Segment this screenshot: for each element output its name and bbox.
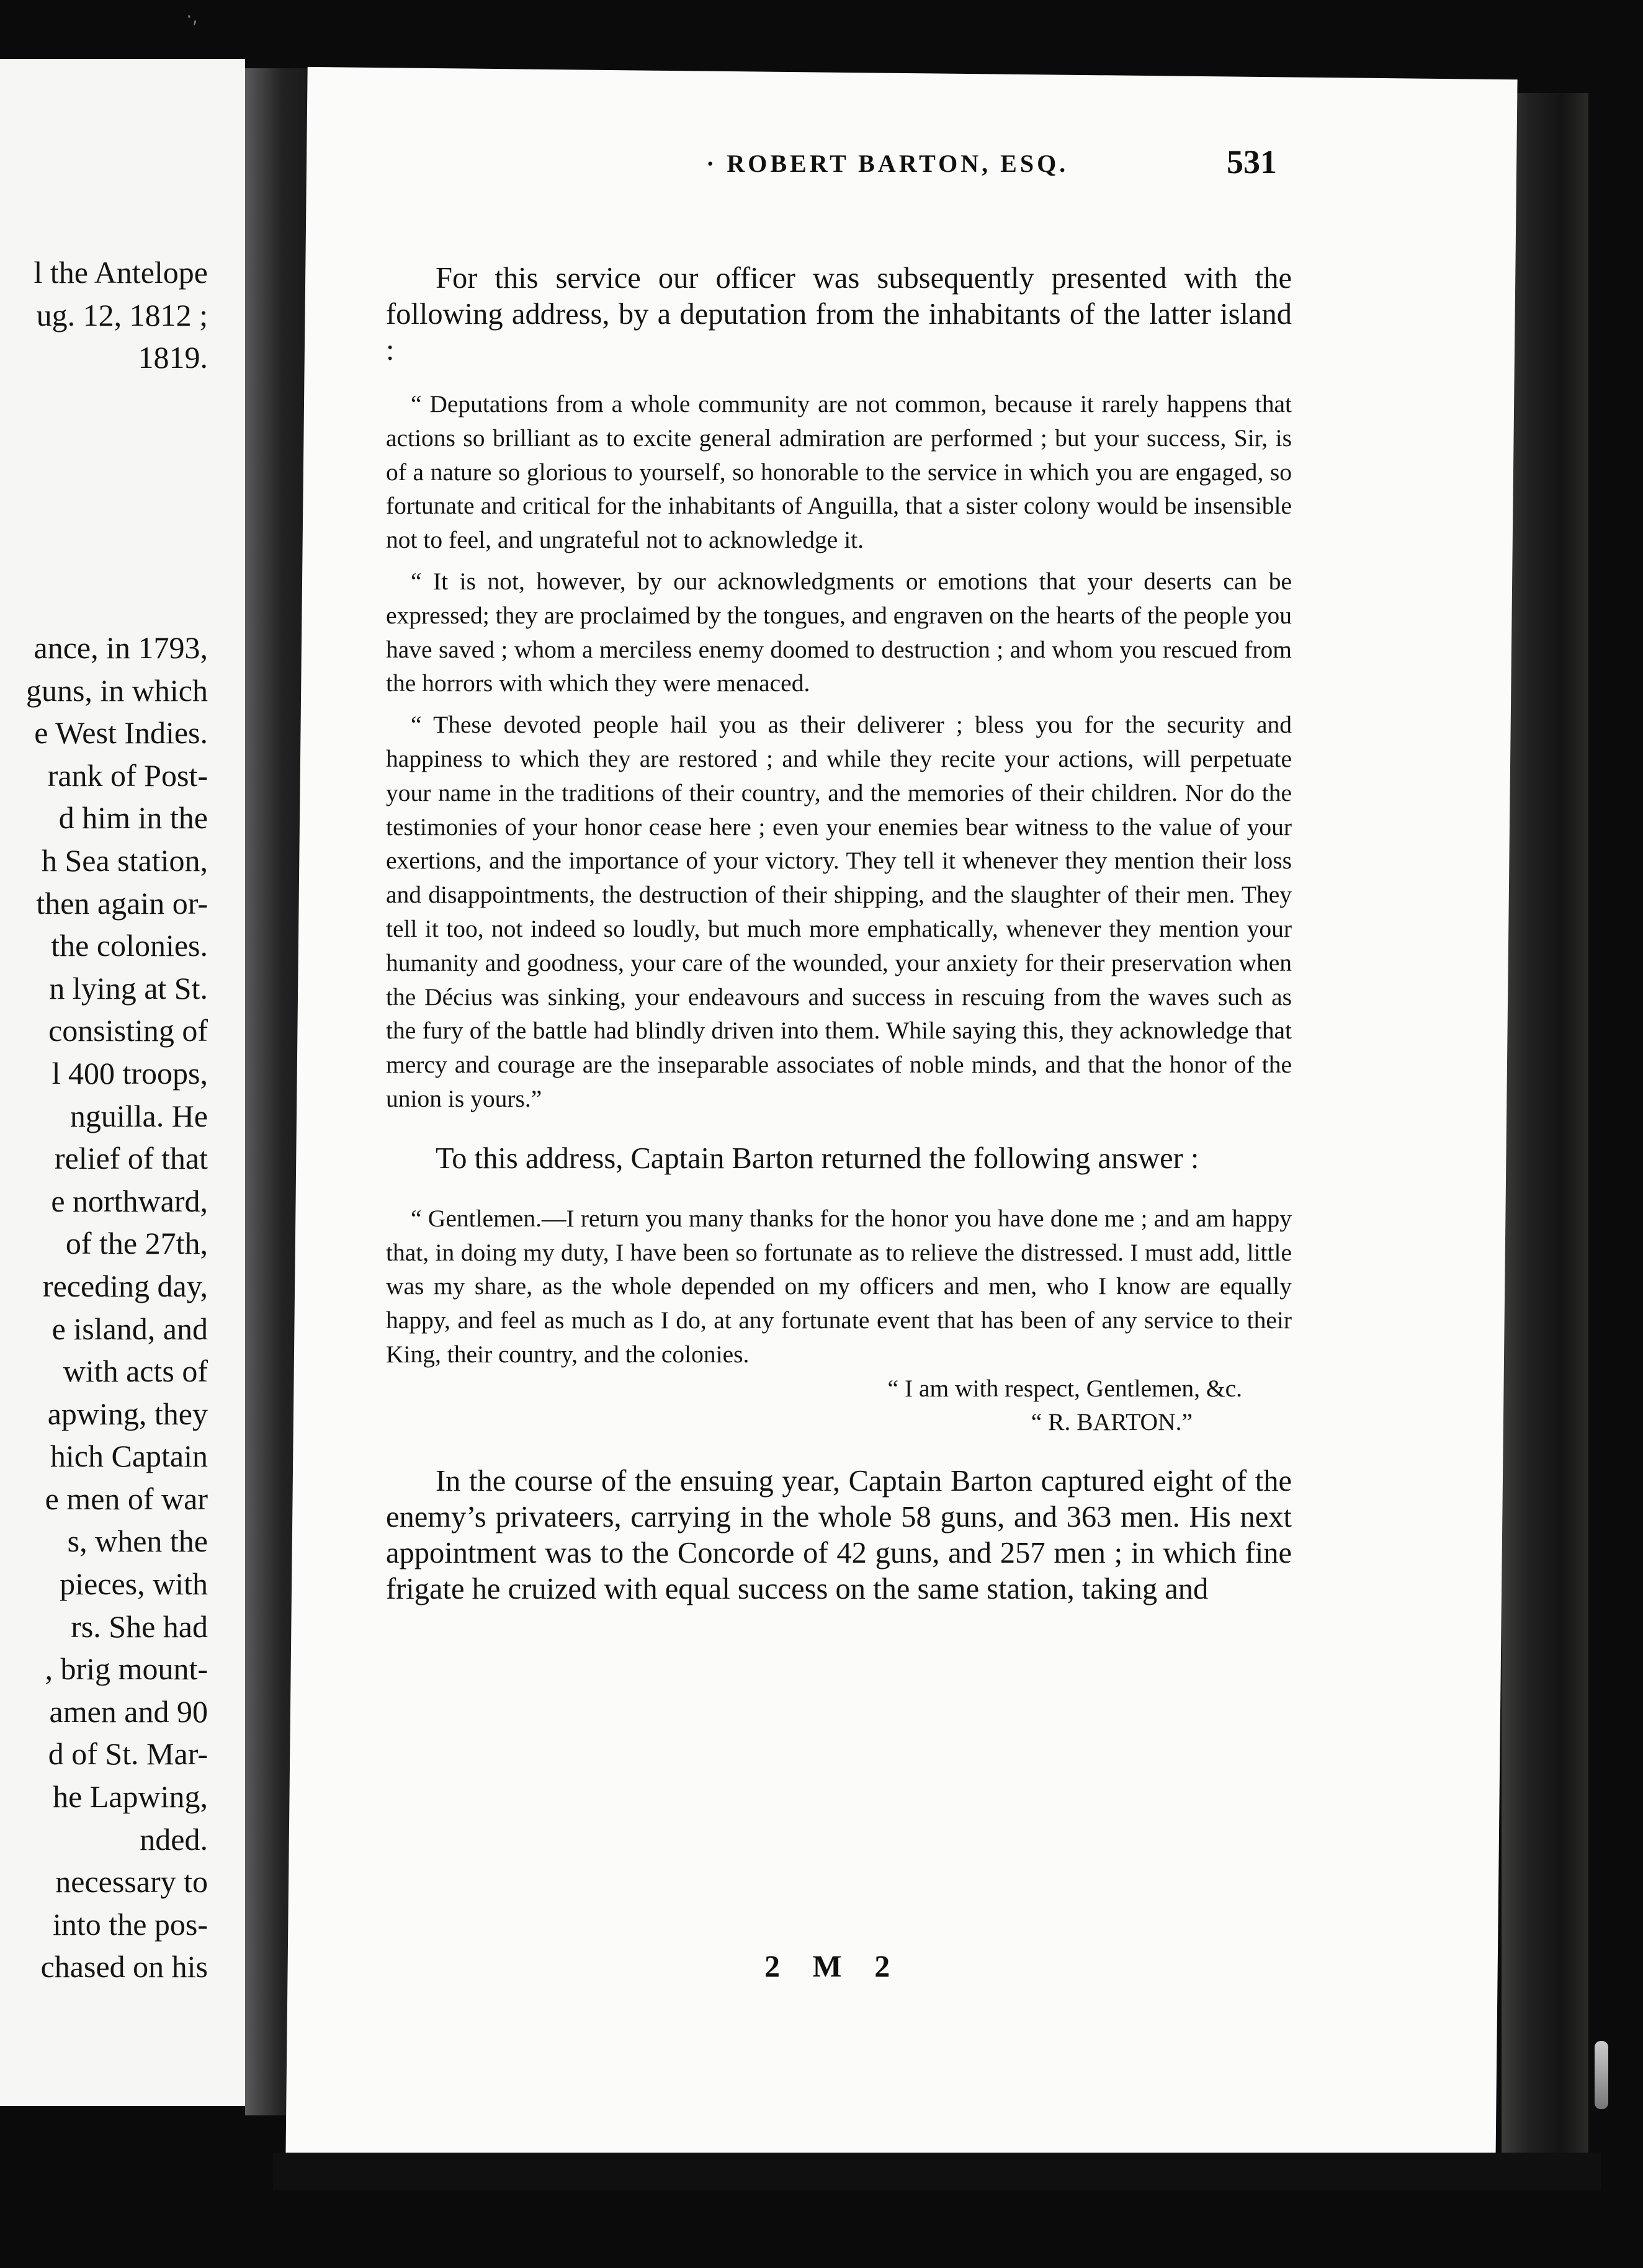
left-page-line: , brig mount-: [45, 1651, 208, 1687]
reply-paragraph: “ Gentlemen.—I return you many thanks for the honor you have done me ; and am happy that, in doing my duty, I have been so fortunate as to relieve the distressed. I must add, little was my share, as the whole depended on my officers and men, who I know are equally happy, and feel as much as I do, at any fortunate event that has been of any service to their King, their country, and the colonies.: [386, 1204, 1292, 1368]
reply-signature-name: “ R. BARTON.”: [1031, 1408, 1193, 1435]
page-body: [386, 261, 1292, 1607]
page-header: [439, 143, 1277, 199]
printer-signature: 2 M 2: [764, 1949, 903, 1983]
left-page-line: nded.: [140, 1821, 208, 1857]
left-page-line: ance, in 1793,: [34, 630, 208, 665]
left-page-line: then again or-: [36, 885, 208, 921]
left-page-line: into the pos-: [53, 1906, 208, 1942]
address-paragraph-2: “ It is not, however, by our acknowledgments or emotions that your deserts can be expressed; they are proclaimed by the tongues, and engraven on the hearts of the people you have saved ; whom a merciless enemy doomed to destruction ; and whom you rescued from the horrors with which they were menaced.: [386, 567, 1292, 697]
left-page-line: rs. She had: [71, 1609, 208, 1644]
left-page-line: e northward,: [51, 1183, 208, 1218]
left-page-line: d him in the: [58, 800, 208, 836]
left-page-line: hich Captain: [50, 1439, 208, 1474]
left-page-line: receding day,: [42, 1268, 208, 1303]
reply-intro-paragraph: To this address, Captain Barton returned the following answer :: [436, 1141, 1199, 1175]
left-page-line: chased on his: [40, 1949, 208, 1984]
running-head: · ROBERT BARTON, ESQ.: [706, 150, 1069, 177]
left-page-line: rank of Post-: [47, 757, 208, 793]
left-page-line: necessary to: [55, 1864, 208, 1900]
left-page-line: consisting of: [48, 1013, 208, 1048]
left-page-line: l the Antelope: [34, 255, 208, 290]
left-page-line: ug. 12, 1812 ;: [36, 297, 208, 333]
left-page-line: l 400 troops,: [51, 1055, 208, 1091]
left-page-line: d of St. Mar-: [48, 1736, 208, 1772]
left-page-line: pieces, with: [60, 1566, 208, 1602]
address-paragraph-3: “ These devoted people hail you as their deliverer ; bless you for the security and happiness to which they are restored ; and while they recite your actions, will perpetuate your name in the traditions of their country, and the memories of their children. Nor do the testimonies of your honor cease here ; even your enemies bear witness to the value of your exertions, and the importance of your victory. They tell it whenever they mention their loss and disappointments, the destruction of their shipping, and the slaughter of their men. They tell it too, not indeed so loudly, but much more emphatically, whenever they mention your humanity and goodness, your care of the wounded, your anxiety for their preservation when the Décius was sinking, your endeavours and success in rescuing from the waves such as the fury of the battle had blindly driven into them. While saying this, they acknowledge that mercy and courage are the inseparable associates of noble minds, and that the honor of the union is yours.”: [386, 711, 1292, 1112]
left-page-line: s, when the: [67, 1524, 208, 1559]
page-number: 531: [1227, 143, 1277, 181]
page-edges: [1502, 93, 1588, 2190]
left-page-top-lines: [34, 251, 208, 379]
left-page-line: apwing, they: [47, 1396, 208, 1431]
reply-signoff: “ I am with respect, Gentlemen, &c.: [887, 1374, 1242, 1402]
left-page-line: nguilla. He: [69, 1098, 208, 1133]
left-page-line: 1819.: [138, 340, 208, 375]
closing-paragraph: In the course of the ensuing year, Captain Barton captured eight of the enemy’s privateers, carrying in the whole 58 guns, and 363 men. His next appointment was to the Concorde of 42 guns, and 257 men ; in which fine frigate he cruized with equal success on the same station, taking and: [386, 1464, 1292, 1605]
left-page-line: relief of that: [54, 1141, 208, 1176]
left-page-line: he Lapwing,: [53, 1779, 208, 1815]
left-page-line: e island, and: [51, 1311, 208, 1346]
scan-artifact: ·,: [186, 6, 199, 28]
left-page-line: of the 27th,: [65, 1226, 208, 1261]
left-page-line: guns, in which: [25, 672, 208, 708]
left-page-line: amen and 90: [49, 1694, 208, 1729]
bottom-shadow: [273, 2153, 1601, 2190]
address-paragraph-1: “ Deputations from a whole community are not common, because it rarely happens that actions so brilliant as to excite general admiration are performed ; but your success, Sir, is of a nature so glorious to yourself, so honorable to the service in which you are engaged, so fortunate and critical for the inhabitants of Anguilla, that a sister colony would be insensible not to feel, and ungrateful not to acknowledge it.: [386, 390, 1292, 554]
book-clip: [1595, 2041, 1608, 2109]
left-page-line: e men of war: [45, 1481, 208, 1516]
left-page-line: with acts of: [63, 1354, 208, 1389]
left-page-line: h Sea station,: [41, 842, 208, 878]
left-page-line: n lying at St.: [49, 970, 208, 1006]
left-page-middle-lines: [26, 627, 208, 1988]
left-facing-page: [0, 59, 245, 2106]
left-page-line: e West Indies.: [34, 715, 208, 751]
intro-paragraph: For this service our officer was subsequently presented with the following address, by a deputation from the inhabitants of the latter island :: [386, 262, 1292, 367]
left-page-line: the colonies.: [51, 928, 208, 963]
